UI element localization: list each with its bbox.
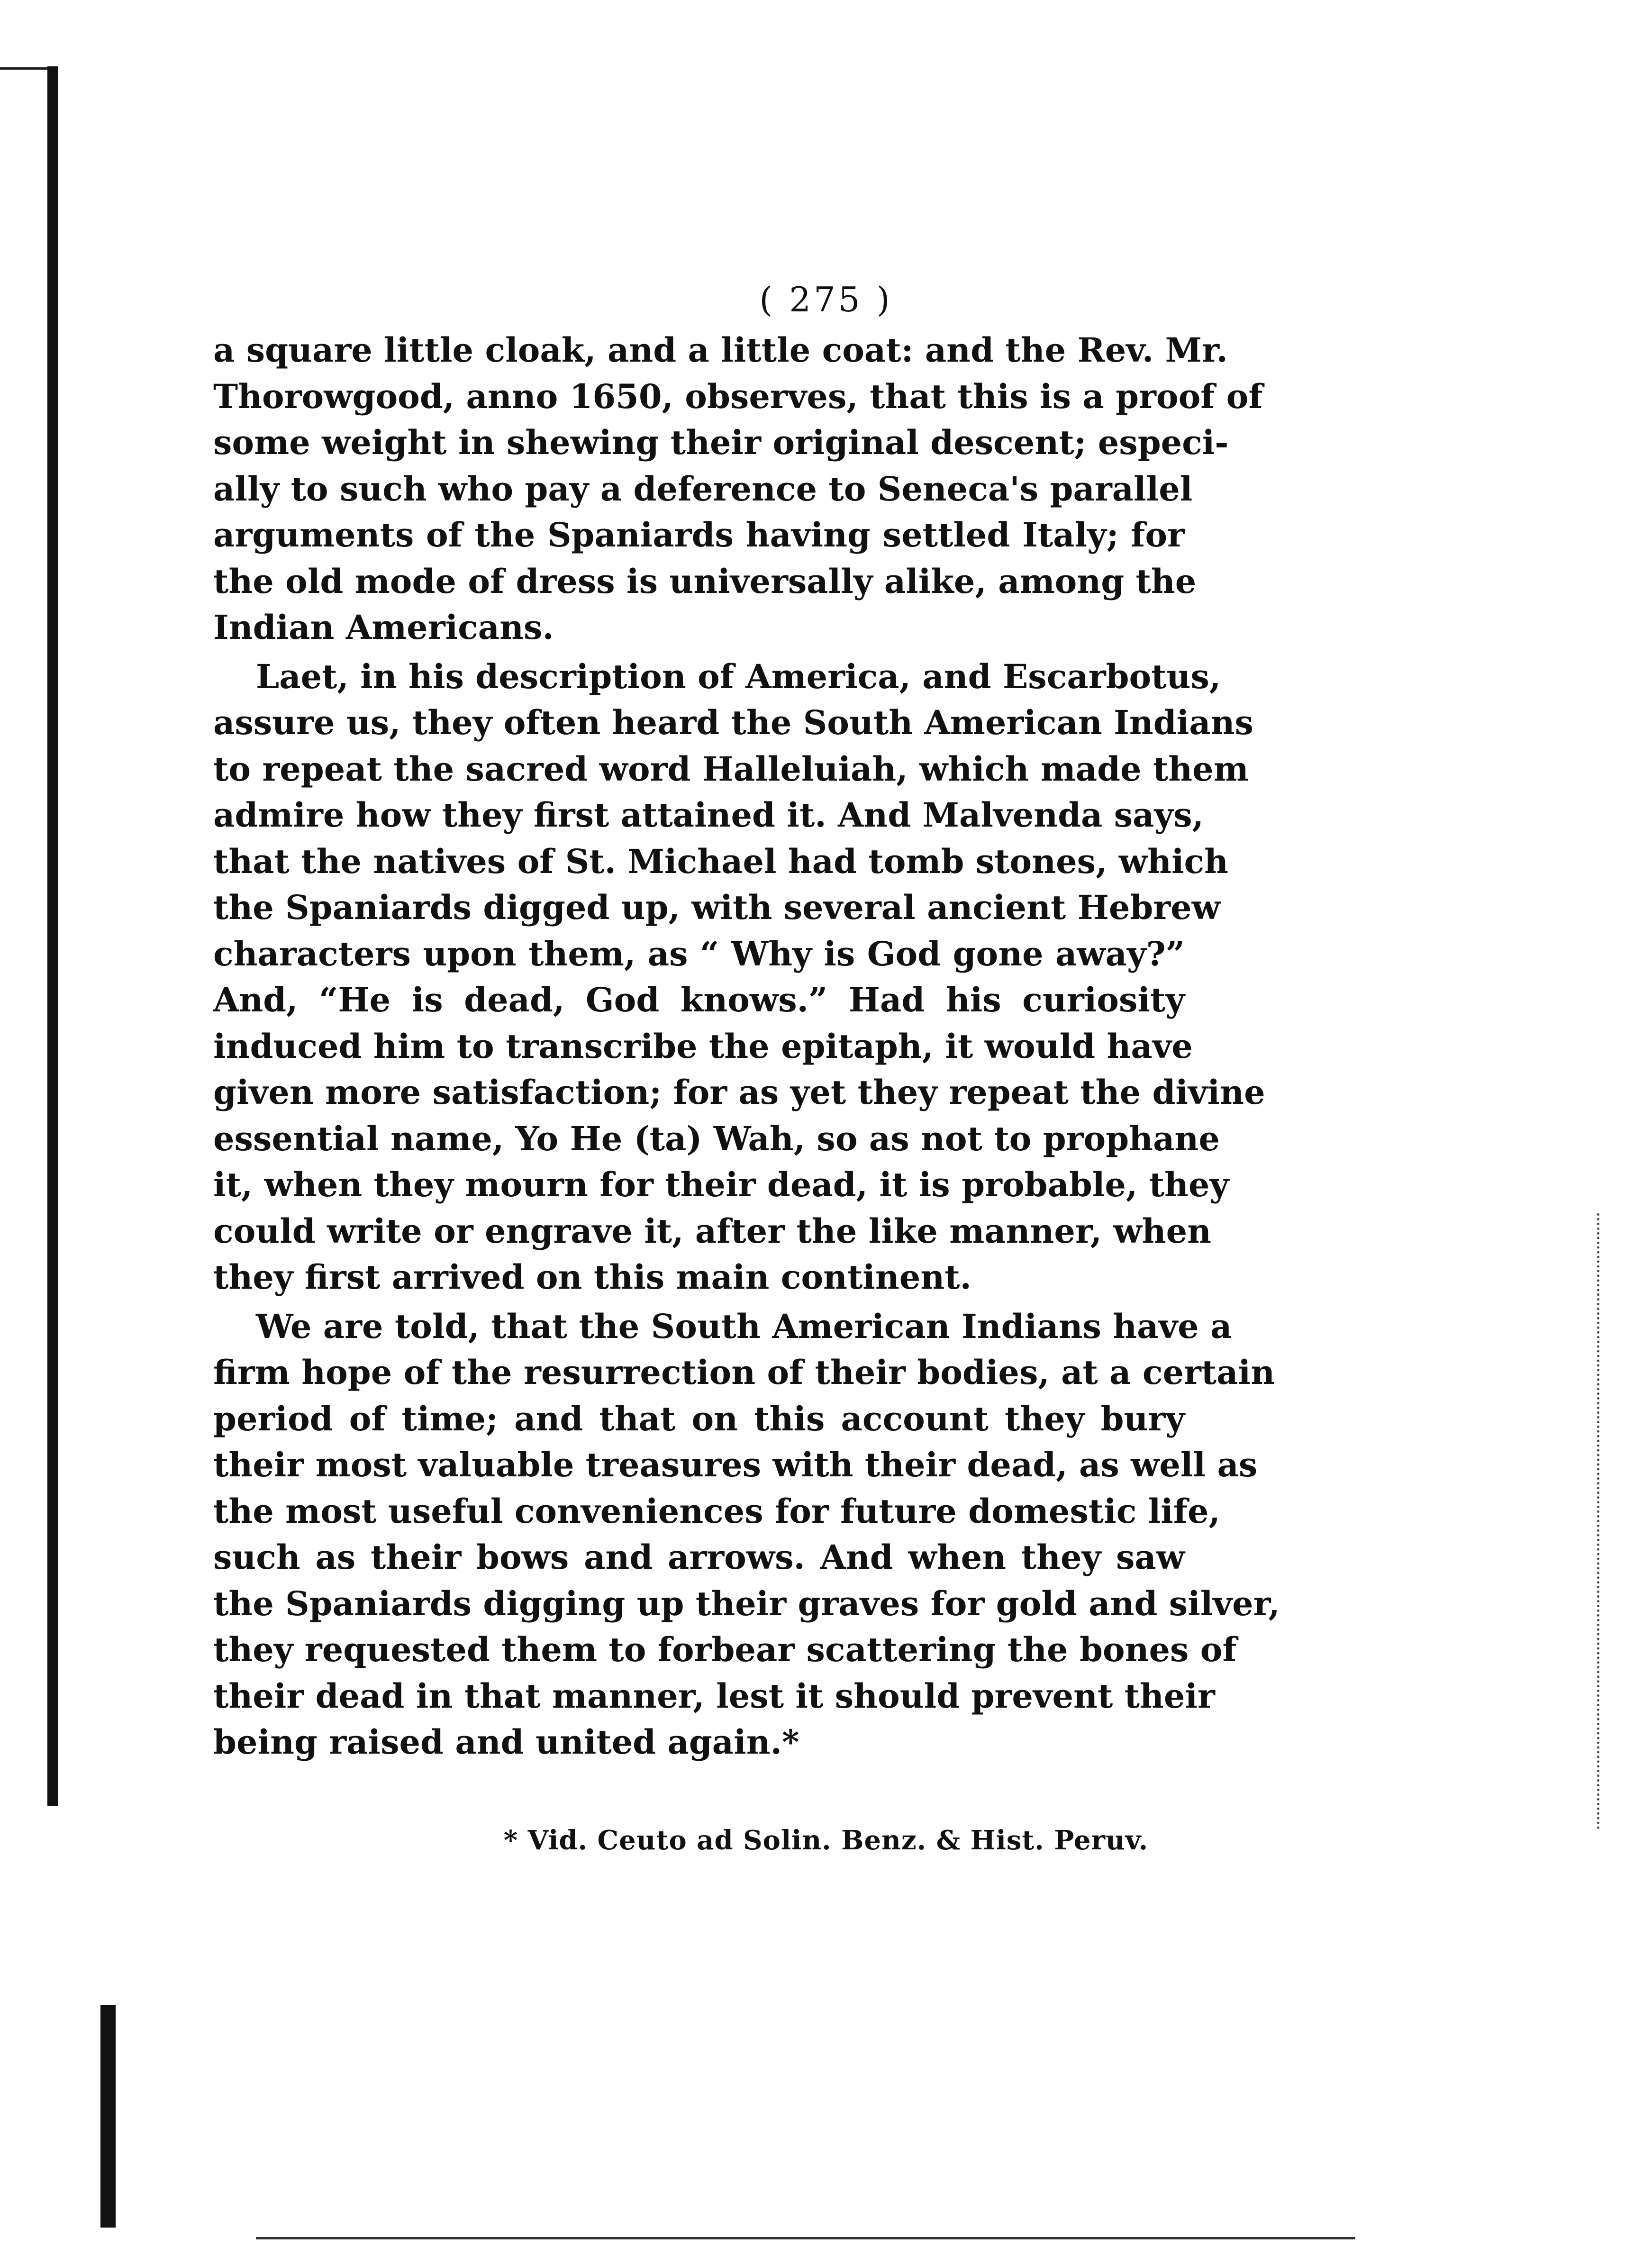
text-line: that the natives of St. Michael had tomb stones, which [213,841,1229,881]
text-line: the most useful conveniences for future domestic life, [213,1491,1220,1531]
text-line: Indian Americans. [213,608,554,647]
paragraph-3 [213,1303,1280,1765]
text-line: a square little cloak, and a little coat: and the Rev. Mr. [213,330,1228,370]
text-line: some weight in shewing their original descent; especi- [213,423,1229,462]
text-line: arguments of the Spaniards having settled Italy; for [213,515,1185,555]
body-text [213,327,1280,1768]
text-line: And, “He is dead, God knows.” Had his curiosity [213,980,1185,1019]
text-line: essential name, Yo He (ta) Wah, so as not to prophane [213,1119,1220,1158]
text-line: the old mode of dress is universally alike, among the [213,561,1197,601]
text-line: induced him to transcribe the epitaph, it would have [213,1026,1193,1066]
text-line: firm hope of the resurrection of their bodies, at a certain [213,1353,1275,1392]
footnote: * Vid. Ceuto ad Solin. Benz. & Hist. Peruv. [503,1825,1149,1856]
binding-gutter-rule-lower [100,2005,116,2228]
text-line: Laet, in his description of America, and Escarbotus, [256,656,1221,696]
text-line: characters upon them, as “ Why is God gone away?” [213,934,1185,973]
text-line: their dead in that manner, lest it should prevent their [213,1676,1215,1716]
text-line: such as their bows and arrows. And when they saw [213,1537,1185,1577]
text-line: admire how they first attained it. And Malvenda says, [213,795,1204,835]
paragraph-2 [213,654,1265,1301]
text-line: given more satisfaction; for as yet they repeat the divine [213,1073,1265,1112]
paragraph-1 [213,327,1263,651]
text-line: ally to such who pay a deference to Seneca's parallel [213,469,1193,509]
text-line: they requested them to forbear scattering the bones of [213,1630,1237,1669]
text-line: Thorowgood, anno 1650, observes, that this is a proof of [213,376,1263,416]
right-edge-marks [1597,1213,1603,1829]
text-line: could write or engrave it, after the like manner, when [213,1211,1212,1251]
text-line: the Spaniards digged up, with several ancient Hebrew [213,888,1220,927]
text-line: being raised and united again.* [213,1722,799,1762]
page-number: ( 275 ) [759,280,893,319]
text-line: it, when they mourn for their dead, it is probable, they [213,1165,1229,1204]
bottom-edge-line [256,2237,1355,2239]
text-line: assure us, they often heard the South American Indians [213,703,1253,742]
text-line: their most valuable treasures with their dead, as well as [213,1445,1258,1484]
text-line: period of time; and that on this account they bury [213,1399,1185,1438]
text-line: the Spaniards digging up their graves for gold and silver, [213,1583,1280,1623]
binding-gutter-rule [47,66,58,1806]
text-line: they first arrived on this main continent. [213,1257,971,1297]
text-line: to repeat the sacred word Halleluiah, which made them [213,749,1249,789]
text-line: We are told, that the South American Indians have a [256,1306,1232,1346]
